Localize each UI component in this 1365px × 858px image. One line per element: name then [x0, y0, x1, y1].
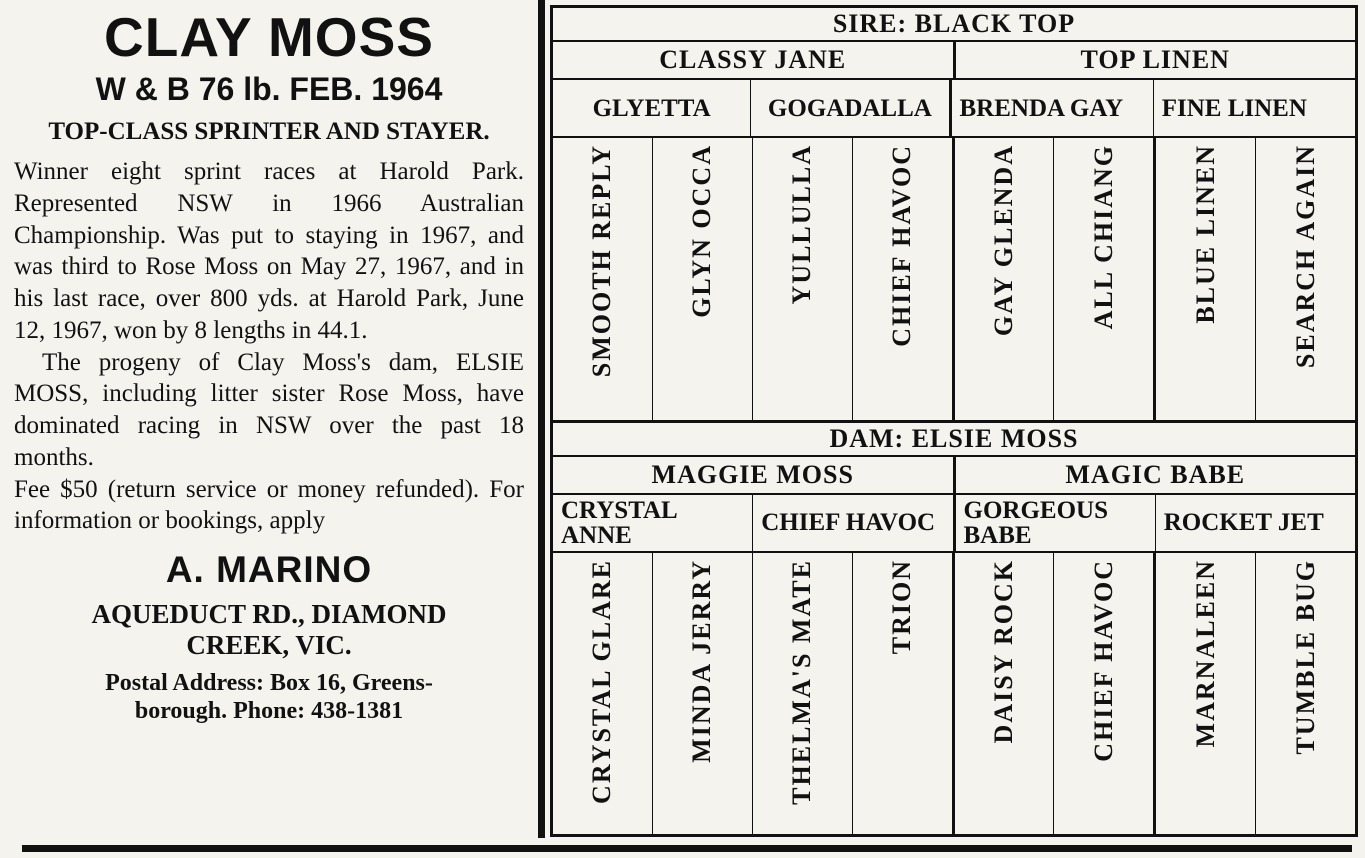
- address-line-2: CREEK, VIC.: [186, 629, 352, 660]
- pedigree-cell: MAGGIE MOSS: [651, 459, 854, 489]
- pedigree-cell: GAY GLENDA: [952, 138, 1054, 420]
- postal-block: [14, 669, 524, 726]
- sire-generation-2: [553, 42, 1355, 80]
- pedigree-cell: CLASSY JANE: [659, 45, 847, 74]
- pedigree-cell: SMOOTH REPLY: [587, 144, 617, 378]
- pedigree-cell: BRENDA GAY: [949, 80, 1153, 136]
- pedigree-cell: TUMBLE BUG: [1255, 553, 1355, 835]
- pedigree-cell: SEARCH AGAIN: [1255, 138, 1355, 420]
- ad-paragraph-2: The progeny of Clay Moss's dam, ELSIE MOSS, including litter sister Rose Moss, have dominated racing in NSW over the past 18 months.: [14, 348, 524, 471]
- sire-generation-4: [553, 138, 1355, 420]
- postal-line-2: borough. Phone: 438-1381: [134, 697, 404, 724]
- pedigree-cell: BLUE LINEN: [1153, 138, 1255, 420]
- pedigree-cell: CHIEF HAVOC: [852, 138, 952, 420]
- pedigree-cell: DAISY ROCK: [952, 553, 1054, 835]
- sire-label: SIRE: BLACK TOP: [553, 8, 1355, 42]
- pedigree-panel: [538, 0, 1358, 858]
- dam-generation-4: [553, 553, 1355, 835]
- pedigree-cell: YULLULLA: [752, 138, 852, 420]
- pedigree-table: [550, 5, 1358, 837]
- pedigree-cell: ROCKET JET: [1155, 495, 1355, 551]
- horse-name-heading: CLAY MOSS: [104, 6, 434, 68]
- pedigree-cell: GOGADALLA: [750, 80, 948, 136]
- pedigree-cell: MINDA JERRY: [652, 553, 752, 835]
- pedigree-cell: GORGEOUS BABE: [953, 495, 1155, 551]
- pedigree-cell: GLYN OCCA: [652, 138, 752, 420]
- dam-generation-3: [553, 495, 1355, 553]
- pedigree-cell: TOP LINEN: [953, 42, 1356, 78]
- pedigree-cell: GLYETTA: [592, 94, 711, 122]
- ad-paragraph-3: Fee $50 (return service or money refunded). For information or bookings, apply: [14, 475, 524, 535]
- owner-name: A. MARINO: [165, 549, 373, 590]
- address-line-1: AQUEDUCT RD., DIAMOND: [91, 599, 447, 629]
- pedigree-cell: CHIEF HAVOC: [752, 495, 952, 551]
- sire-section: [553, 8, 1355, 420]
- stallion-ad-panel: [0, 0, 538, 858]
- pedigree-cell: MARNALEEN: [1153, 553, 1255, 835]
- colour-weight-foaled-line: W & B 76 lb. FEB. 1964: [95, 71, 443, 107]
- ad-paragraph-1: Winner eight sprint races at Harold Park. Represented NSW in 1966 Australian Championship. Was put to staying in 1967, and was third to Rose Moss on May 27, 1967, and in his last race, over 800 yds. at Harold Park, June 12, 1967, won by 8 lengths in 44.1.: [14, 158, 524, 344]
- sire-generation-3: [553, 80, 1355, 138]
- address-block: [14, 599, 524, 661]
- pedigree-cell: TRION: [852, 553, 952, 835]
- dam-label: DAM: ELSIE MOSS: [553, 423, 1355, 457]
- ad-body-text: [14, 156, 524, 537]
- tagline: TOP-CLASS SPRINTER AND STAYER.: [48, 118, 490, 145]
- pedigree-cell: CRYSTAL GLARE: [587, 558, 617, 804]
- postal-line-1: Postal Address: Box 16, Greens-: [105, 669, 433, 696]
- dam-section: [553, 420, 1355, 835]
- pedigree-cell: MAGIC BABE: [953, 457, 1356, 493]
- pedigree-cell: THELMA'S MATE: [752, 553, 852, 835]
- pedigree-cell: CHIEF HAVOC: [1053, 553, 1153, 835]
- pedigree-cell: CRYSTAL ANNE: [561, 496, 677, 549]
- pedigree-cell: FINE LINEN: [1153, 80, 1355, 136]
- dam-generation-2: [553, 457, 1355, 495]
- pedigree-cell: ALL CHIANG: [1053, 138, 1153, 420]
